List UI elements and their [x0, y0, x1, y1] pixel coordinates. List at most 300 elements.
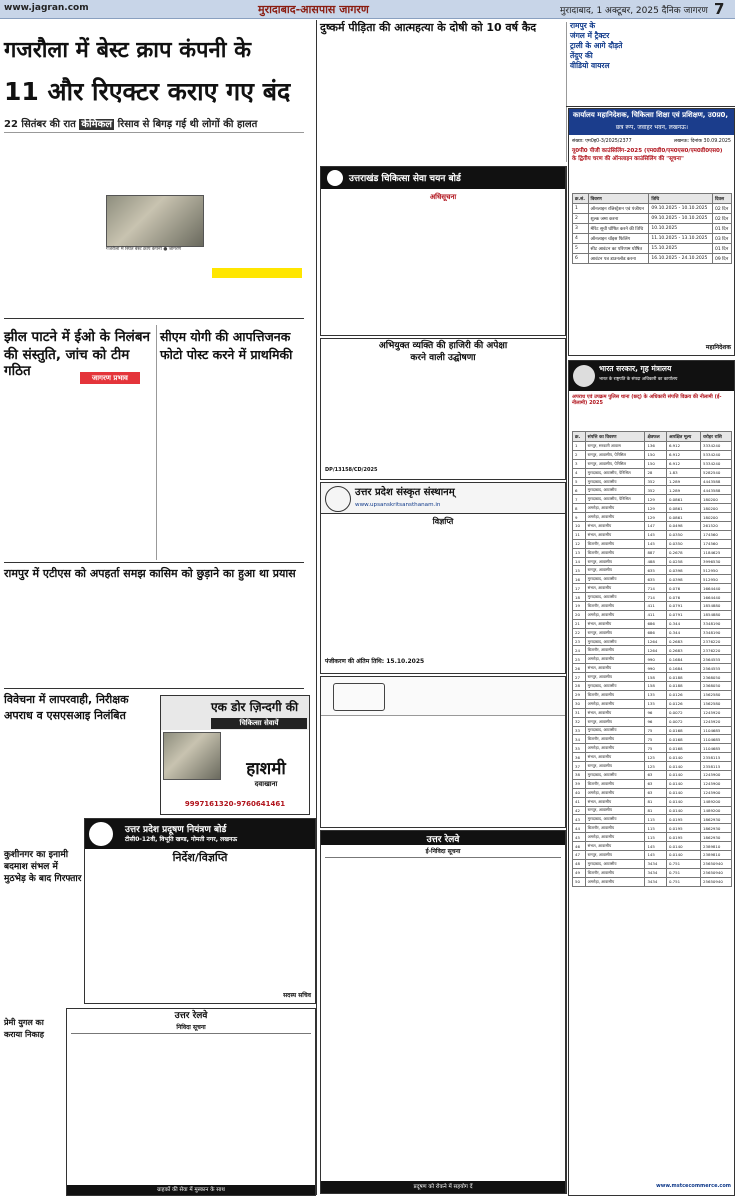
- navy-ref: DP/13158/CD/2025: [325, 467, 378, 473]
- table-cell: 1854880: [701, 602, 732, 611]
- auction-row: [573, 468, 732, 477]
- hospital-ad[interactable]: [160, 695, 310, 815]
- auction-table: [572, 431, 732, 887]
- table-cell: 0.0140: [666, 797, 700, 806]
- table-cell: 3348190: [701, 628, 732, 637]
- table-cell: 0.0398: [666, 566, 700, 575]
- schedule-row: [573, 214, 732, 224]
- table-cell: 4443588: [701, 477, 732, 486]
- lead-photo: [106, 195, 204, 247]
- auction-notice-ad[interactable]: [568, 360, 735, 1196]
- table-cell: 25: [573, 655, 586, 664]
- auction-row: [573, 770, 732, 779]
- auction-row: [573, 877, 732, 886]
- auction-row: [573, 593, 732, 602]
- table-cell: 23: [573, 637, 586, 646]
- table-cell: 6.912: [666, 459, 700, 468]
- table-cell: बिजनौर, आवासीय: [585, 868, 645, 877]
- table-cell: अमरोहा, आवासीय: [585, 699, 645, 708]
- auction-row: [573, 690, 732, 699]
- table-cell: 135: [645, 699, 666, 708]
- table-cell: 2358115: [701, 762, 732, 771]
- sanskrit-sub: विज्ञप्ति: [432, 517, 454, 526]
- table-cell: 145: [645, 842, 666, 851]
- table-cell: 75: [645, 735, 666, 744]
- lead-strap-text: 22 सितंबर की रात: [4, 119, 76, 130]
- table-cell: मेरिट सूची घोषित करने की तिथि: [588, 224, 649, 234]
- table-cell: 1562580: [701, 690, 732, 699]
- table-cell: 34: [573, 735, 586, 744]
- table-cell: 09 दिन: [712, 254, 731, 264]
- table-cell: 47: [573, 850, 586, 859]
- table-cell: 25650940: [701, 868, 732, 877]
- lead-headline-2: 11 और रिएक्टर कराए गए बंद: [4, 77, 291, 106]
- table-cell: अमरोहा, आवासीय: [585, 744, 645, 753]
- table-cell: 145: [645, 530, 666, 539]
- site-url[interactable]: www.jagran.com: [4, 3, 89, 13]
- table-cell: 1245920: [701, 708, 732, 717]
- top-story-body-3: [484, 40, 562, 162]
- medical-board-ad[interactable]: [320, 166, 566, 336]
- auction-row: [573, 504, 732, 513]
- table-cell: 19: [573, 602, 586, 611]
- health-notice-ad[interactable]: [568, 108, 735, 356]
- table-cell: 2376220: [701, 646, 732, 655]
- auction-row: [573, 646, 732, 655]
- lead-body-col-2b: [106, 255, 202, 313]
- auction-row: [573, 717, 732, 726]
- table-cell: 1.289: [666, 477, 700, 486]
- lead-headline-1: गजरौला में बेस्ट क्राप कंपनी के: [4, 38, 251, 63]
- table-cell: 45: [573, 833, 586, 842]
- auction-row: [573, 459, 732, 468]
- table-cell: 5: [573, 244, 589, 254]
- table-cell: 0.1684: [666, 655, 700, 664]
- table-cell: 115: [645, 815, 666, 824]
- table-cell: संभल, आवासीय: [585, 522, 645, 531]
- table-cell: 09.10.2025 - 10.10.2025: [649, 204, 713, 214]
- table-cell: 2: [573, 214, 589, 224]
- auction-row: [573, 753, 732, 762]
- health-intro: [572, 163, 732, 191]
- auction-row: [573, 548, 732, 557]
- hashmi-sub: दवाखाना: [254, 780, 278, 788]
- pollution-body: [89, 869, 311, 989]
- table-cell: 0.0140: [666, 770, 700, 779]
- table-cell: 1562580: [701, 699, 732, 708]
- story3-body-1: [160, 372, 230, 557]
- table-cell: रामपुर, आवासीय: [585, 762, 645, 771]
- table-cell: 14: [573, 557, 586, 566]
- table-cell: मुरादाबाद, आवासीय: [585, 682, 645, 691]
- pollution-board-ad[interactable]: [84, 818, 316, 1004]
- table-cell: 0.0195: [666, 824, 700, 833]
- table-cell: 115: [645, 833, 666, 842]
- table-cell: अमरोहा, आवासीय: [585, 504, 645, 513]
- gov-footer-text: [572, 1151, 732, 1181]
- table-cell: 4: [573, 234, 589, 244]
- table-cell: 2368050: [701, 673, 732, 682]
- table-cell: 1489200: [701, 806, 732, 815]
- table-cell: 1: [573, 442, 586, 451]
- tender-sub: निविदा सूचना: [176, 1024, 206, 1031]
- auction-row: [573, 539, 732, 548]
- table-cell: 352: [645, 477, 666, 486]
- warrant-ad[interactable]: [320, 338, 566, 480]
- table-cell: 6: [573, 254, 589, 264]
- emblem-icon: [573, 365, 595, 387]
- pollution-title: उत्तर प्रदेश प्रदूषण नियंत्रण बोर्ड: [125, 825, 227, 835]
- auction-row: [573, 797, 732, 806]
- warrant-body: [325, 367, 561, 463]
- table-cell: 18: [573, 593, 586, 602]
- table-cell: 1245900: [701, 779, 732, 788]
- table-cell: 1245900: [701, 770, 732, 779]
- table-cell: अमरोहा, आवासीय: [585, 513, 645, 522]
- table-cell: 129: [645, 513, 666, 522]
- auction-row: [573, 815, 732, 824]
- table-cell: अमरोहा, आवासीय: [585, 877, 645, 886]
- sanskrit-logo-icon: [325, 486, 351, 512]
- auction-row: [573, 655, 732, 664]
- table-cell: 0.751: [666, 877, 700, 886]
- story5-headline-1: विवेचना में लापरवाही, निरीक्षक: [4, 693, 129, 706]
- auction-row: [573, 442, 732, 451]
- table-cell: मुरादाबाद, आवासीय: [585, 477, 645, 486]
- table-cell: 635: [645, 575, 666, 584]
- table-cell: 46: [573, 842, 586, 851]
- table-cell: 5334240: [701, 450, 732, 459]
- bottom-left-label: ग्राहकों की सेवा में मुस्कान के साथ: [67, 1185, 315, 1195]
- table-cell: 129: [645, 504, 666, 513]
- gov-notice: अपराध एवं उपक्रम पुलिस थाना (छ्द्) के अधिकारी संपत्ति विक्रय की नीलामी (ई-नीलामी) 2025: [572, 394, 722, 406]
- table-cell: 1664440: [701, 593, 732, 602]
- table-cell: 21: [573, 619, 586, 628]
- table-cell: मुरादाबाद, आवासीय: [585, 486, 645, 495]
- sanskrit-ad[interactable]: [320, 482, 566, 674]
- table-cell: 180200: [701, 504, 732, 513]
- table-cell: 0.0168: [666, 726, 700, 735]
- table-cell: 3: [573, 224, 589, 234]
- auction-row: [573, 708, 732, 717]
- table-cell: 150: [645, 459, 666, 468]
- hospital-ad-line1: एक डोर ज़िन्दगी की: [211, 700, 299, 714]
- table-cell: 1.289: [666, 486, 700, 495]
- table-cell: सीट आवंटन का परिणाम घोषित: [588, 244, 649, 254]
- table-cell: 20: [573, 610, 586, 619]
- table-cell: रामपुर, आवासीय: [585, 806, 645, 815]
- table-cell: 63: [645, 788, 666, 797]
- table-cell: 25650940: [701, 877, 732, 886]
- tender-ad[interactable]: [66, 1008, 316, 1196]
- story6-headline-1: कुशीनगर का इनामी: [4, 850, 69, 860]
- table-cell: 1862930: [701, 815, 732, 824]
- table-cell: रामपुर, आवासीय, पेनिसिल: [585, 459, 645, 468]
- table-cell: 115: [645, 824, 666, 833]
- table-cell: 1245920: [701, 717, 732, 726]
- auction-row: [573, 744, 732, 753]
- medical-board-body: [325, 203, 561, 329]
- table-cell: 02 दिन: [712, 204, 731, 214]
- table-cell: 1184625: [701, 548, 732, 557]
- medical-board-sub: अधिसूचना: [429, 193, 457, 201]
- table-cell: 990: [645, 655, 666, 664]
- table-cell: 0.0350: [666, 539, 700, 548]
- table-cell: 39: [573, 779, 586, 788]
- story4-body-3: [156, 586, 228, 684]
- story2-headline-1: झील पाटने में ईओ के निलंबन: [4, 329, 151, 345]
- table-cell: 4443588: [701, 486, 732, 495]
- table-cell: संभल, आवासीय: [585, 530, 645, 539]
- story6-headline-2: बदमाश संभल में: [4, 862, 58, 872]
- auction-row: [573, 850, 732, 859]
- table-cell: 0.2683: [666, 646, 700, 655]
- schedule-row: [573, 244, 732, 254]
- tender-table: [71, 1033, 311, 1184]
- table-cell: संभल, आवासीय: [585, 708, 645, 717]
- pollution-sign: सदस्य सचिव: [283, 992, 311, 999]
- table-cell: 158: [645, 682, 666, 691]
- table-cell: 714: [645, 584, 666, 593]
- sanskrit-site[interactable]: www.upsanskritsansthanam.in: [355, 502, 441, 508]
- table-cell: अमरोहा, आवासीय: [585, 788, 645, 797]
- table-cell: 0.0140: [666, 779, 700, 788]
- auction-row: [573, 450, 732, 459]
- table-header-cell: क्र.: [573, 432, 586, 442]
- table-cell: 17: [573, 584, 586, 593]
- auction-row: [573, 486, 732, 495]
- table-cell: 0.0140: [666, 842, 700, 851]
- table-cell: अमरोहा, आवासीय: [585, 655, 645, 664]
- table-cell: 0.0072: [666, 708, 700, 717]
- auction-row: [573, 699, 732, 708]
- table-cell: 488: [645, 557, 666, 566]
- gov-footer[interactable]: www.mstcecommerce.com: [656, 1183, 731, 1189]
- story2-tag: जागरण प्रभाव: [80, 372, 140, 384]
- sanskrit-body: [325, 529, 561, 654]
- hashmi-phone[interactable]: 9997161320-9760641461: [184, 800, 286, 808]
- story5-headline-2: अपराध व एसएसआइ निलंबित: [4, 709, 126, 722]
- table-cell: 12: [573, 539, 586, 548]
- health-schedule-table: [572, 193, 732, 264]
- schedule-row: [573, 234, 732, 244]
- rampur-headline-3: ट्राली के आगे दौड़ते: [570, 41, 623, 50]
- table-cell: मुरादाबाद, आवासीय: [585, 593, 645, 602]
- table-cell: मुरादाबाद, आवासीय: [585, 770, 645, 779]
- health-title: कार्यालय महानिदेशक, चिकित्सा शिक्षा एवं प्रशिक्षण, उ0प्र0,: [573, 111, 729, 119]
- auction-row: [573, 610, 732, 619]
- rampur-body: [638, 22, 731, 104]
- auction-row: [573, 513, 732, 522]
- table-cell: अमरोहा, आवासीय: [585, 833, 645, 842]
- table-cell: 0.0140: [666, 850, 700, 859]
- sanskrit-deadline: पंजीकरण की अंतिम तिथि: 15.10.2025: [325, 658, 425, 665]
- table-cell: 0.0188: [666, 673, 700, 682]
- table-cell: 0.751: [666, 859, 700, 868]
- auction-row: [573, 842, 732, 851]
- table-cell: 42: [573, 806, 586, 815]
- table-cell: 0.0195: [666, 833, 700, 842]
- table-header-cell: संपत्ति का विवरण: [585, 432, 645, 442]
- recruitment-header: [391, 683, 561, 711]
- table-cell: 01 दिन: [712, 244, 731, 254]
- table-cell: 2358115: [701, 753, 732, 762]
- quality-logo-icon: [333, 683, 385, 711]
- table-cell: 3: [573, 459, 586, 468]
- table-cell: 37: [573, 762, 586, 771]
- table-cell: 24: [573, 646, 586, 655]
- railway-sub: ई-निविदा सूचना: [425, 848, 461, 855]
- table-cell: 6.912: [666, 442, 700, 451]
- rampur-headline-2: जंगल में ट्रैक्टर: [570, 31, 610, 40]
- table-cell: 125: [645, 762, 666, 771]
- auction-row: [573, 628, 732, 637]
- table-cell: बिजनौर, आवासीय: [585, 548, 645, 557]
- table-cell: 9: [573, 513, 586, 522]
- table-cell: 0.751: [666, 868, 700, 877]
- recruitment-ad[interactable]: [320, 676, 566, 828]
- table-cell: संभल, आवासीय: [585, 584, 645, 593]
- gov-title: भारत सरकार, गृह मंत्रालय: [599, 364, 672, 373]
- table-cell: 16.10.2025 - 24.10.2025: [649, 254, 713, 264]
- rampur-headline-5: वीडियो वायरल: [570, 61, 610, 70]
- table-cell: मुरादाबाद, आवासीय: [585, 575, 645, 584]
- table-cell: 33: [573, 726, 586, 735]
- table-cell: 25650940: [701, 859, 732, 868]
- table-cell: 5: [573, 477, 586, 486]
- table-cell: 22: [573, 628, 586, 637]
- auction-row: [573, 859, 732, 868]
- table-cell: रामपुर, आवासीय: [585, 717, 645, 726]
- table-cell: 96: [645, 717, 666, 726]
- table-cell: 6: [573, 486, 586, 495]
- table-cell: 26: [573, 664, 586, 673]
- story3-headline-2: फोटो पोस्ट करने में प्राथमिकी: [160, 347, 293, 362]
- table-cell: 4: [573, 468, 586, 477]
- table-cell: 411: [645, 610, 666, 619]
- table-header-cell: तिथि: [649, 194, 713, 204]
- table-cell: 5282540: [701, 468, 732, 477]
- table-header-cell: दिवस: [712, 194, 731, 204]
- table-cell: 32: [573, 717, 586, 726]
- table-cell: 43: [573, 815, 586, 824]
- auction-row: [573, 637, 732, 646]
- table-cell: 512950: [701, 566, 732, 575]
- table-cell: 2376220: [701, 637, 732, 646]
- story2-headline-2: की संस्तुति, जांच को टीम गठित: [4, 347, 130, 379]
- table-cell: 0.2683: [666, 637, 700, 646]
- top-story-body-2: [402, 40, 480, 162]
- table-cell: 27: [573, 673, 586, 682]
- story6-body: [4, 888, 80, 1012]
- table-cell: 28: [573, 682, 586, 691]
- story7-body: [4, 1044, 62, 1194]
- table-cell: 11.10.2025 - 13.10.2025: [649, 234, 713, 244]
- table-cell: 36: [573, 753, 586, 762]
- table-cell: शुल्क जमा करना: [588, 214, 649, 224]
- table-cell: मुरादाबाद, आवासीय, पेनिसिल: [585, 468, 645, 477]
- table-cell: 261520: [701, 522, 732, 531]
- table-cell: 3434: [645, 868, 666, 877]
- story7-headline-1: प्रेमी युगल का: [4, 1018, 44, 1027]
- table-cell: अमरोहा, आवासीय: [585, 610, 645, 619]
- table-cell: 2: [573, 450, 586, 459]
- story7-headline-2: कराया निकाह: [4, 1030, 44, 1039]
- table-cell: 5334240: [701, 459, 732, 468]
- table-cell: 15: [573, 566, 586, 575]
- table-cell: संभल, आवासीय: [585, 619, 645, 628]
- lead-body-col-2: [106, 135, 202, 193]
- auction-row: [573, 495, 732, 504]
- auction-row: [573, 530, 732, 539]
- auction-row: [573, 477, 732, 486]
- table-cell: 0.0072: [666, 717, 700, 726]
- table-cell: 10: [573, 522, 586, 531]
- health-footer: महानिदेशक: [705, 344, 731, 351]
- table-cell: 3348190: [701, 619, 732, 628]
- auction-row: [573, 779, 732, 788]
- table-cell: बिजनौर, आवासीय: [585, 646, 645, 655]
- table-cell: 180200: [701, 513, 732, 522]
- table-cell: 714: [645, 593, 666, 602]
- auction-row: [573, 619, 732, 628]
- table-cell: 0.0188: [666, 682, 700, 691]
- table-cell: ऑनलाइन रजिस्ट्रेशन एवं पंजीयन: [588, 204, 649, 214]
- story2-body-1: [4, 372, 76, 557]
- table-cell: 2368050: [701, 682, 732, 691]
- table-cell: 0.0140: [666, 762, 700, 771]
- table-cell: 0.0861: [666, 504, 700, 513]
- table-cell: 3996530: [701, 557, 732, 566]
- hospital-ad-line2: चिकित्सा सेवायें: [211, 718, 307, 729]
- table-cell: 3334240: [701, 442, 732, 451]
- table-cell: 3434: [645, 859, 666, 868]
- table-cell: 75: [645, 744, 666, 753]
- table-cell: 1245900: [701, 788, 732, 797]
- table-cell: 03 दिन: [712, 234, 731, 244]
- table-cell: रामपुर, सरकारी आवास: [585, 442, 645, 451]
- auction-row: [573, 833, 732, 842]
- health-footer-text: [572, 261, 732, 341]
- table-cell: 1104685: [701, 744, 732, 753]
- table-header-cell: क्र.सं.: [573, 194, 589, 204]
- medical-board-title: उत्तराखंड चिकित्सा सेवा चयन बोर्ड: [349, 174, 461, 184]
- table-cell: मुरादाबाद, आवासीय: [585, 726, 645, 735]
- auction-row: [573, 788, 732, 797]
- auction-row: [573, 522, 732, 531]
- auction-row: [573, 762, 732, 771]
- table-cell: 8: [573, 504, 586, 513]
- table-cell: 887: [645, 548, 666, 557]
- edition-date: मुरादाबाद, 1 अक्टूबर, 2025 दैनिक जागरण: [560, 6, 708, 16]
- railway-tender-ad[interactable]: [320, 830, 566, 1194]
- table-cell: 41: [573, 797, 586, 806]
- table-cell: 28: [645, 468, 666, 477]
- auction-row: [573, 682, 732, 691]
- table-cell: 0.0791: [666, 602, 700, 611]
- table-header-cell: विवरण: [588, 194, 649, 204]
- table-cell: 50: [573, 877, 586, 886]
- table-cell: 6.912: [666, 450, 700, 459]
- table-cell: 512950: [701, 575, 732, 584]
- story4-body-1: [4, 586, 76, 684]
- table-cell: बिजनौर, आवासीय: [585, 690, 645, 699]
- table-cell: संभल, आवासीय: [585, 797, 645, 806]
- auction-row: [573, 726, 732, 735]
- auction-row: [573, 575, 732, 584]
- table-cell: रामपुर, आवासीय, पेनिसिल: [585, 450, 645, 459]
- table-cell: 145: [645, 539, 666, 548]
